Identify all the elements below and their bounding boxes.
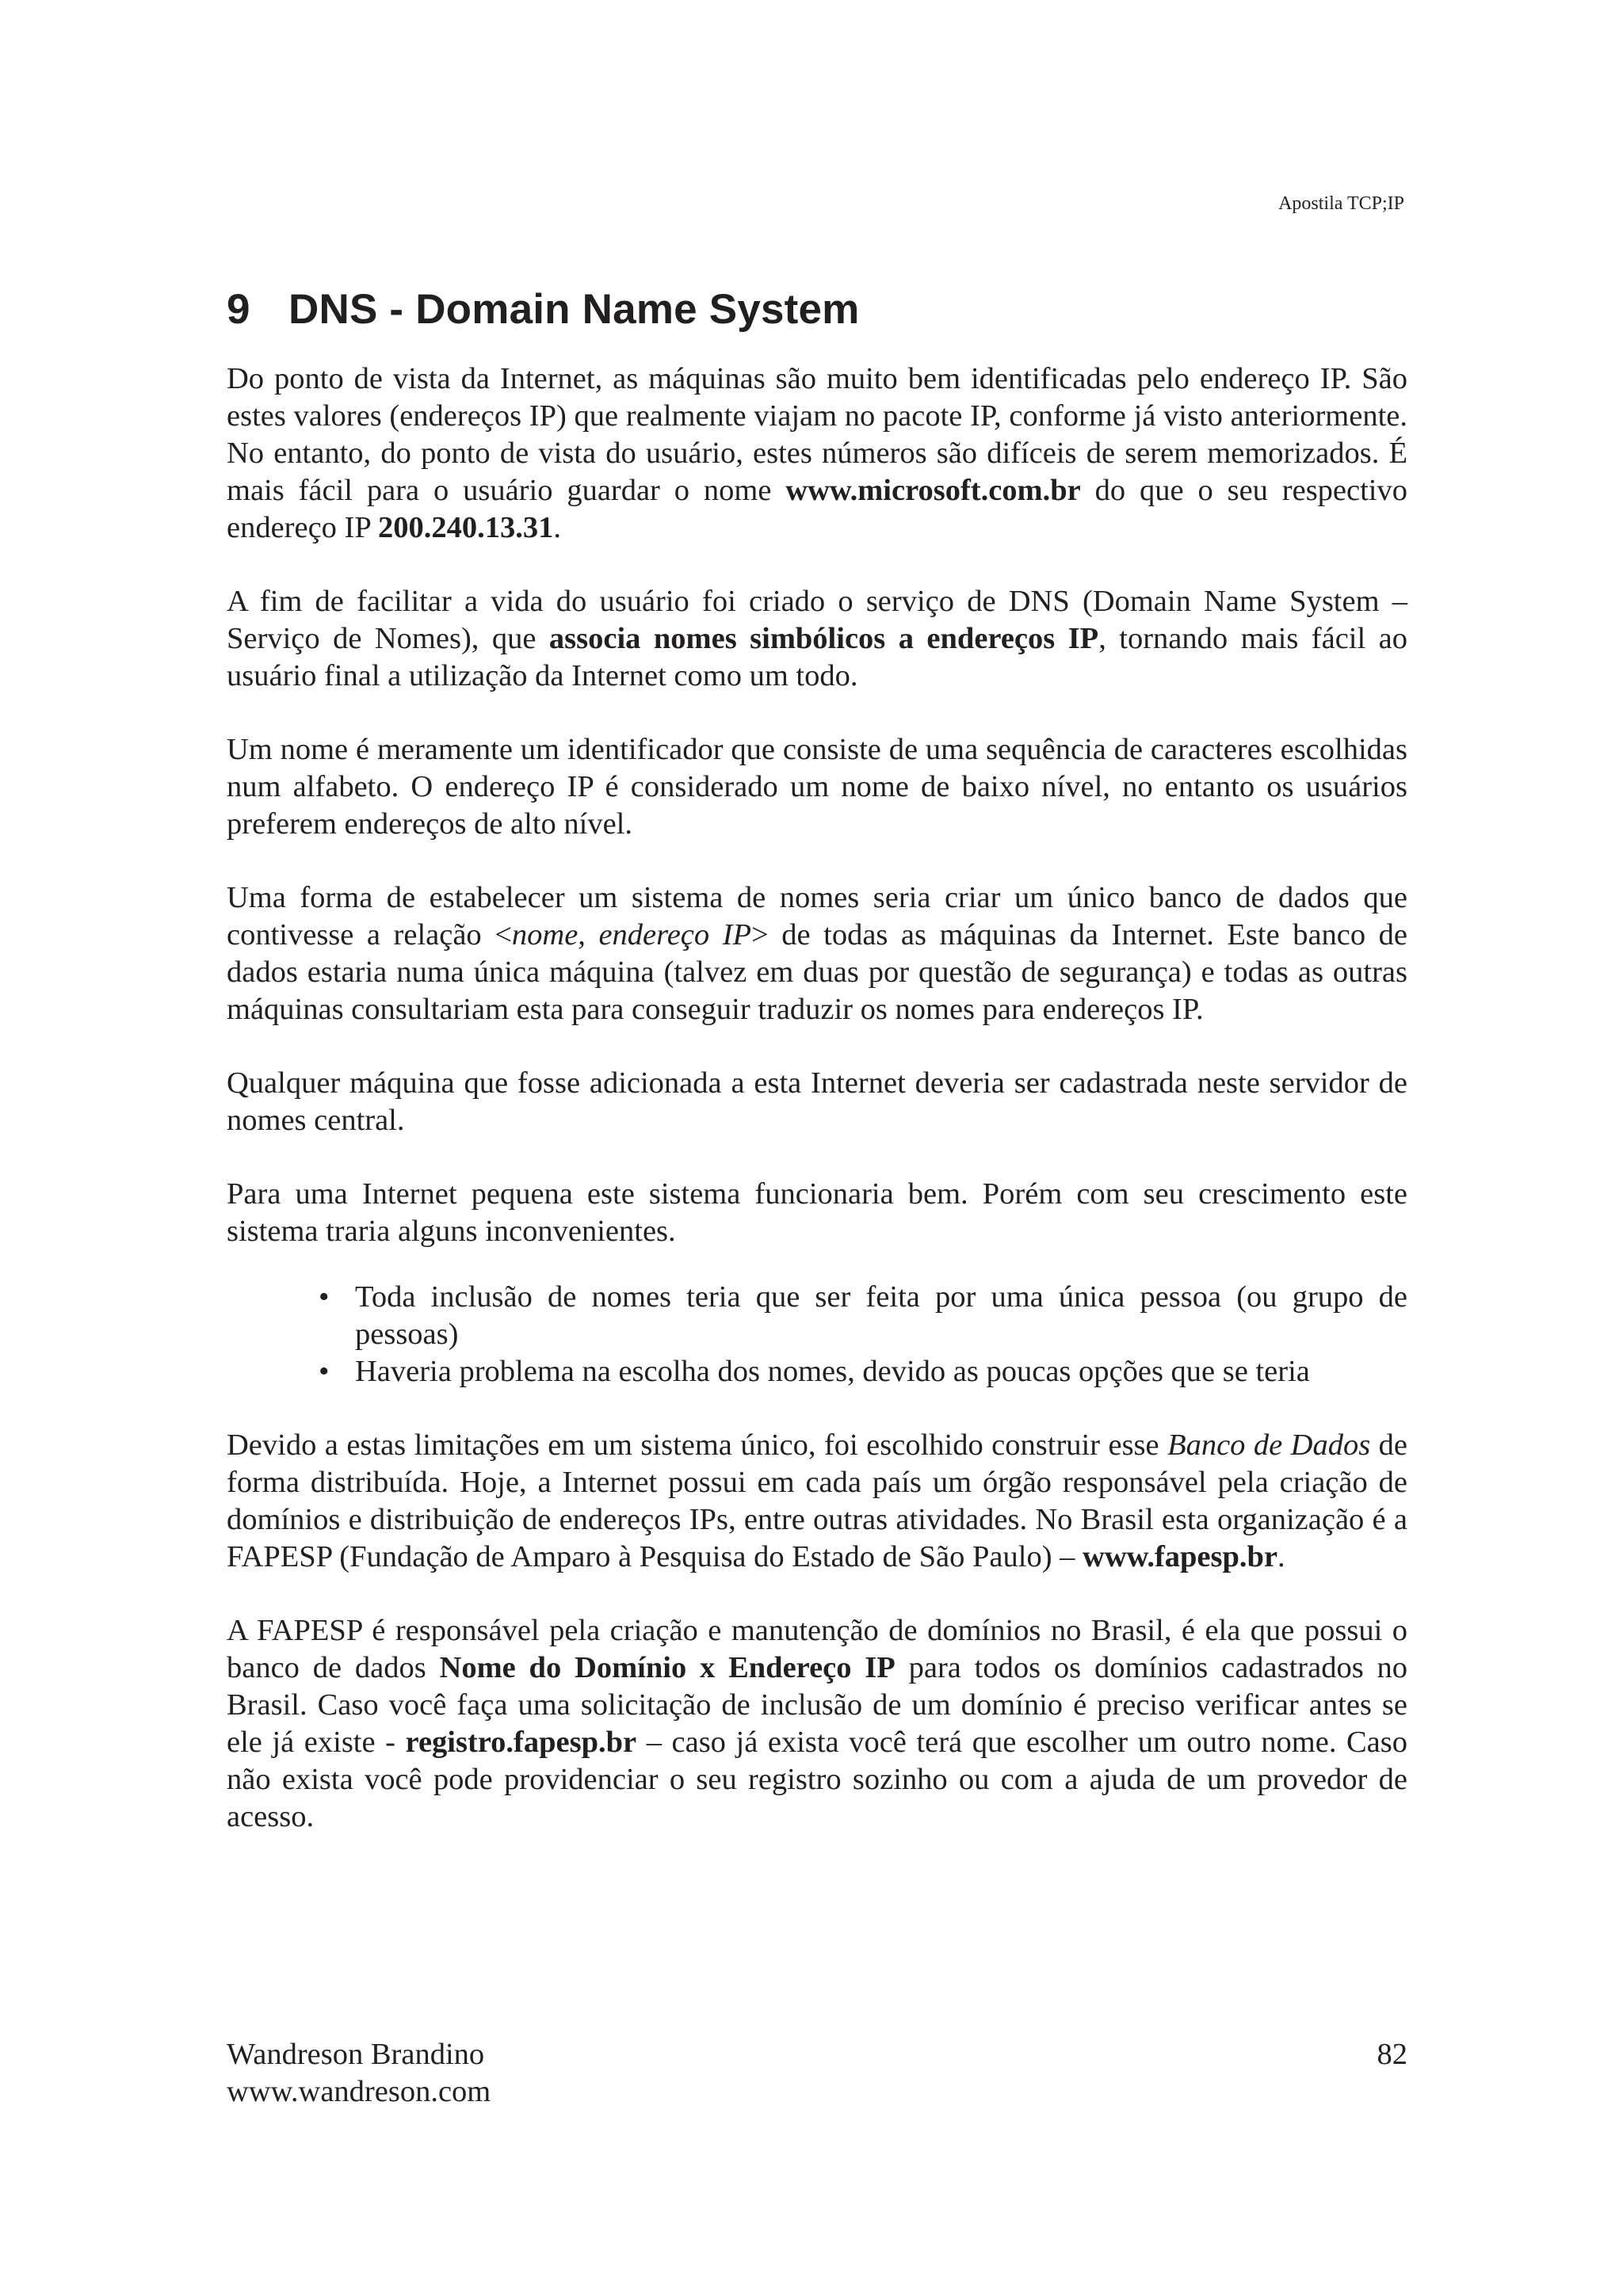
paragraph-text: Do ponto de vista da Internet, as máquinas são muito bem identificadas pelo endereço IP. São estes valores (endereços IP) que realmente viajam no pacote IP, conforme já visto anteriormente. No entanto, do ponto de vista do usuário, estes números são difíceis de serem memorizados. É mais fácil para o usuário guardar o nome: [227, 362, 1407, 507]
bullet-list: [227, 1279, 1407, 1390]
chapter-heading: [227, 285, 1407, 334]
paragraph-text: Uma forma de estabelecer um sistema de nomes seria criar um único banco de dados que contivesse a relação <: [227, 881, 1407, 952]
paragraph-text: > de todas as máquinas da Internet. Este banco de dados estaria numa única máquina (talvez em duas por questão de segurança) e todas as outras máquinas consultariam esta para conseguir traduzir os nomes para endereços IP.: [227, 918, 1407, 1026]
paragraph-text: para todos os domínios cadastrados no Brasil. Caso você faça uma solicitação de inclusão de um domínio é preciso verificar antes se ele já existe -: [227, 1651, 1407, 1759]
page-footer: [227, 2036, 1407, 2111]
paragraph-text: do que o seu respectivo endereço IP: [227, 474, 1407, 544]
chapter-number: 9: [227, 286, 250, 333]
paragraph-8: [227, 1612, 1407, 1836]
ip-address-example: 200.240.13.31: [377, 511, 554, 544]
paragraph-5: [227, 1065, 1407, 1139]
paragraph-text: Qualquer máquina que fosse adicionada a esta Internet deveria ser cadastrada neste servidor de nomes central.: [227, 1066, 1407, 1137]
paragraph-1: [227, 360, 1407, 547]
paragraph-text: Um nome é meramente um identificador que consiste de uma sequência de caracteres escolhidas num alfabeto. O endereço IP é considerado um nome de baixo nível, no entanto os usuários preferem endereços de alto nível.: [227, 733, 1407, 841]
page-number: 82: [1377, 2038, 1407, 2071]
paragraph-text: Devido a estas limitações em um sistema único, foi escolhido construir esse: [227, 1428, 1168, 1462]
paragraph-text: , tornando mais fácil ao usuário final a utilização da Internet como um todo.: [227, 622, 1407, 692]
footer-author-block: [227, 2036, 491, 2111]
paragraph-text: A fim de facilitar a vida do usuário foi criado o serviço de DNS (Domain Name System – Serviço de Nomes), que: [227, 585, 1407, 655]
paragraph-text: de forma distribuída. Hoje, a Internet possui em cada país um órgão responsável pela criação de domínios e distribuição de endereços IPs, entre outras atividades. No Brasil esta organização é a FAPESP (Fundação de Amparo à Pesquisa do Estado de São Paulo) –: [227, 1428, 1408, 1573]
paragraph-3: [227, 731, 1407, 843]
paragraph-text: .: [1277, 1540, 1285, 1573]
page-content: [227, 285, 1407, 1836]
registry-url: registro.fapesp.br: [405, 1726, 637, 1759]
footer-website: www.wandreson.com: [227, 2075, 491, 2108]
paragraph-text: Para uma Internet pequena este sistema funcionaria bem. Porém com seu crescimento este sistema traria alguns inconvenientes.: [227, 1177, 1407, 1248]
italic-text: nome, endereço IP: [511, 918, 751, 952]
paragraph-text: .: [553, 511, 561, 544]
paragraph-2: [227, 583, 1407, 695]
list-item: • Toda inclusão de nomes teria que ser feita por uma única pessoa (ou grupo de pessoas): [355, 1279, 1407, 1353]
running-header: Apostila TCP;IP: [1278, 193, 1404, 214]
paragraph-text: – caso já exista você terá que escolher um outro nome. Caso não exista você pode providenciar o seu registro sozinho ou com a ajuda de um provedor de acesso.: [227, 1726, 1408, 1833]
fapesp-url: www.fapesp.br: [1083, 1540, 1278, 1573]
paragraph-6: [227, 1176, 1407, 1250]
paragraph-4: [227, 879, 1407, 1028]
chapter-title: DNS - Domain Name System: [288, 286, 860, 333]
domain-name-example: www.microsoft.com.br: [785, 474, 1081, 507]
paragraph-text: A FAPESP é responsável pela criação e manutenção de domínios no Brasil, é ela que possui o banco de dados: [227, 1614, 1407, 1684]
paragraph-7: [227, 1427, 1407, 1576]
footer-author: Wandreson Brandino: [227, 2038, 485, 2071]
emphasis-text: Nome do Domínio x Endereço IP: [439, 1651, 896, 1684]
emphasis-text: associa nomes simbólicos a endereços IP: [548, 622, 1099, 655]
list-item: • Haveria problema na escolha dos nomes, devido as poucas opções que se teria: [355, 1353, 1407, 1390]
italic-text: Banco de Dados: [1167, 1428, 1371, 1462]
